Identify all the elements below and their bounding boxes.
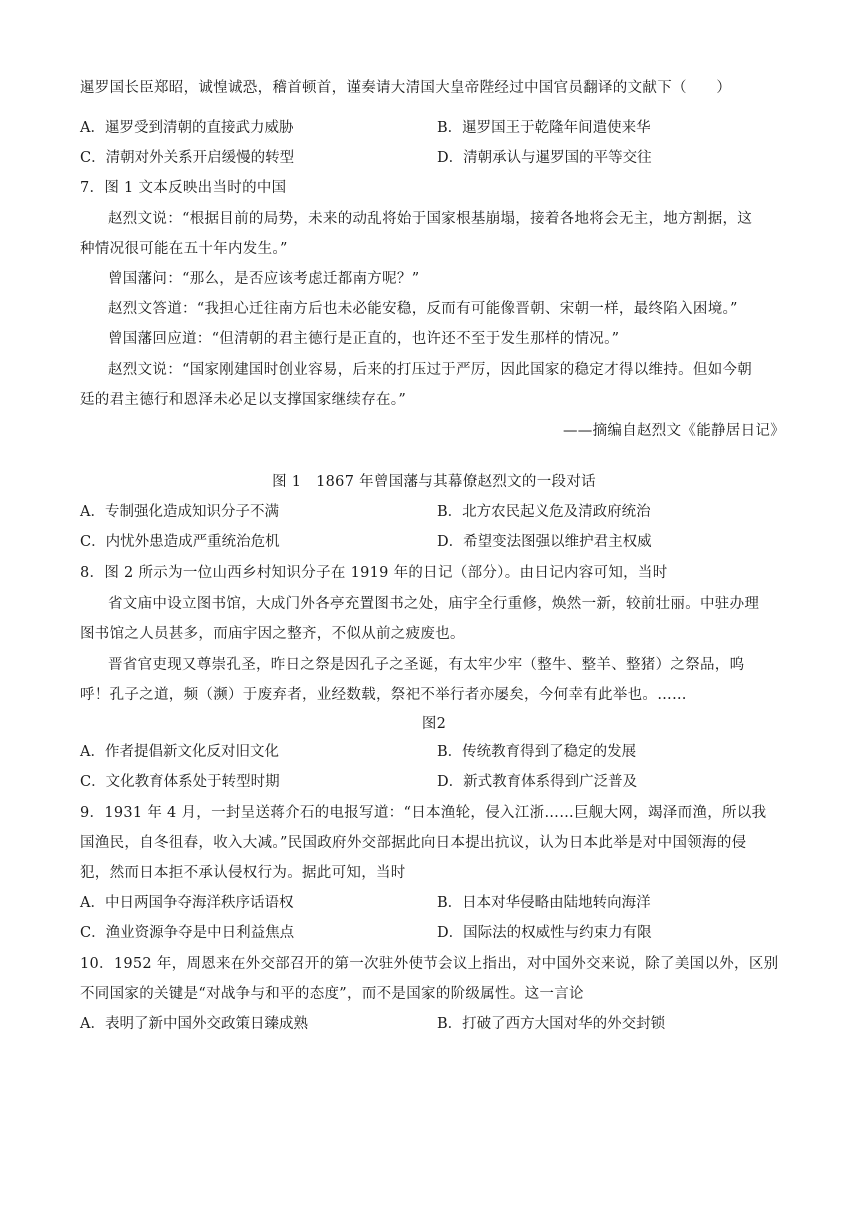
- q8-diary-line: 呼！孔子之道，频（濒）于废弃者，业经数载，祭祀不举行者亦屡矣，今何幸有此举也。……: [80, 687, 687, 703]
- q6-option-d[interactable]: D．清朝承认与暹罗国的平等交往: [437, 150, 652, 166]
- q8-diary-line: 省文庙中设立图书馆，大成门外各亭充置图书之处，庙宇全行重修，焕然一新，较前壮丽。中驻办理: [108, 596, 760, 612]
- q7-dialogue-line: 赵烈文说：“根据目前的局势，未来的动乱将始于国家根基崩塌，接着各地将会无主，地方割据，这: [108, 211, 753, 227]
- q8-option-c[interactable]: C．文化教育体系处于转型时期: [80, 774, 280, 790]
- figure-2-caption: 图2: [421, 716, 447, 732]
- q10-option-b[interactable]: B．打破了西方大国对华的外交封锁: [437, 1016, 666, 1032]
- q9-option-a[interactable]: A．中日两国争夺海洋秩序话语权: [80, 895, 294, 911]
- q9-stem-line: 国渔民，自冬徂春，收入大减。”民国政府外交部据此向日本提出抗议，认为日本此举是对中国领海的侵: [80, 835, 747, 851]
- q7-stem: 7．图 1 文本反映出当时的中国: [80, 180, 287, 196]
- q8-diary-line: 晋省官吏现又尊崇孔圣，昨日之祭是因孔子之圣诞，有太牢少牢（整牛、整羊、整猪）之祭品，呜: [108, 657, 745, 673]
- q7-option-b[interactable]: B．北方农民起义危及清政府统治: [437, 504, 651, 520]
- q8-option-b[interactable]: B．传统教育得到了稳定的发展: [437, 744, 637, 760]
- q6-option-b[interactable]: B．暹罗国王于乾隆年间遣使来华: [437, 120, 651, 136]
- q10-stem-line: 10．1952 年，周恩来在外交部召开的第一次驻外使节会议上指出，对中国外交来说，除了美国以外，区别: [80, 956, 779, 972]
- q7-dialogue-line: 种情况很可能在五十年内发生。”: [80, 241, 288, 257]
- q9-option-b[interactable]: B．日本对华侵略由陆地转向海洋: [437, 895, 651, 911]
- q9-option-c[interactable]: C．渔业资源争夺是中日利益焦点: [80, 925, 295, 941]
- q8-option-a[interactable]: A．作者提倡新文化反对旧文化: [80, 744, 279, 760]
- q7-dialogue-line: 廷的君主德行和恩泽未必足以支撑国家继续存在。”: [80, 392, 407, 408]
- q7-dialogue-line: 曾国藩回应道：“但清朝的君主德行是正直的，也许还不至于发生那样的情况。”: [108, 331, 620, 347]
- q10-option-a[interactable]: A．表明了新中国外交政策日臻成熟: [80, 1016, 308, 1032]
- q7-dialogue-line: 赵烈文答道：“我担心迁往南方后也未必能安稳，反而有可能像晋朝、宋朝一样，最终陷入困境。”: [108, 301, 738, 317]
- q7-dialogue-line: 赵烈文说：“国家刚建国时创业容易，后来的打压过于严厉，因此国家的稳定才得以维持。但如今朝: [108, 362, 753, 378]
- figure-1-caption: 图 1 1867 年曾国藩与其幕僚赵烈文的一段对话: [272, 474, 596, 490]
- q9-stem-line: 9．1931 年 4 月，一封呈送蒋介石的电报写道：“日本渔轮，侵入江浙……巨舰大网，竭泽而渔，所以我: [80, 805, 767, 821]
- q7-source: ——摘编自赵烈文《能静居日记》: [563, 423, 785, 439]
- q8-stem: 8．图 2 所示为一位山西乡村知识分子在 1919 年的日记（部分）。由日记内容可知，当时: [80, 565, 668, 581]
- q7-dialogue-line: 曾国藩问：“那么，是否应该考虑迁都南方呢？”: [108, 271, 420, 287]
- q6-stem-tail: 暹罗国长臣郑昭，诚惶诚恐，稽首顿首，谨奏请大清国大皇帝陛经过中国官员翻译的文献下（ ）: [80, 80, 732, 96]
- q8-option-d[interactable]: D．新式教育体系得到广泛普及: [437, 774, 638, 790]
- q8-diary-line: 图书馆之人员甚多，而庙宇因之整齐，不似从前之疲废也。: [80, 626, 465, 642]
- q6-option-c[interactable]: C．清朝对外关系开启缓慢的转型: [80, 150, 295, 166]
- q7-option-d[interactable]: D．希望变法图强以维护君主权威: [437, 534, 652, 550]
- q9-stem-line: 犯，然而日本拒不承认侵权行为。据此可知，当时: [80, 865, 406, 881]
- q7-option-a[interactable]: A．专制强化造成知识分子不满: [80, 504, 279, 520]
- q10-stem-line: 不同国家的关键是“对战争与和平的态度”，而不是国家的阶级属性。这一言论: [80, 986, 584, 1002]
- q6-option-a[interactable]: A．暹罗受到清朝的直接武力威胁: [80, 120, 294, 136]
- q9-option-d[interactable]: D．国际法的权威性与约束力有限: [437, 925, 652, 941]
- q7-option-c[interactable]: C．内忧外患造成严重统治危机: [80, 534, 280, 550]
